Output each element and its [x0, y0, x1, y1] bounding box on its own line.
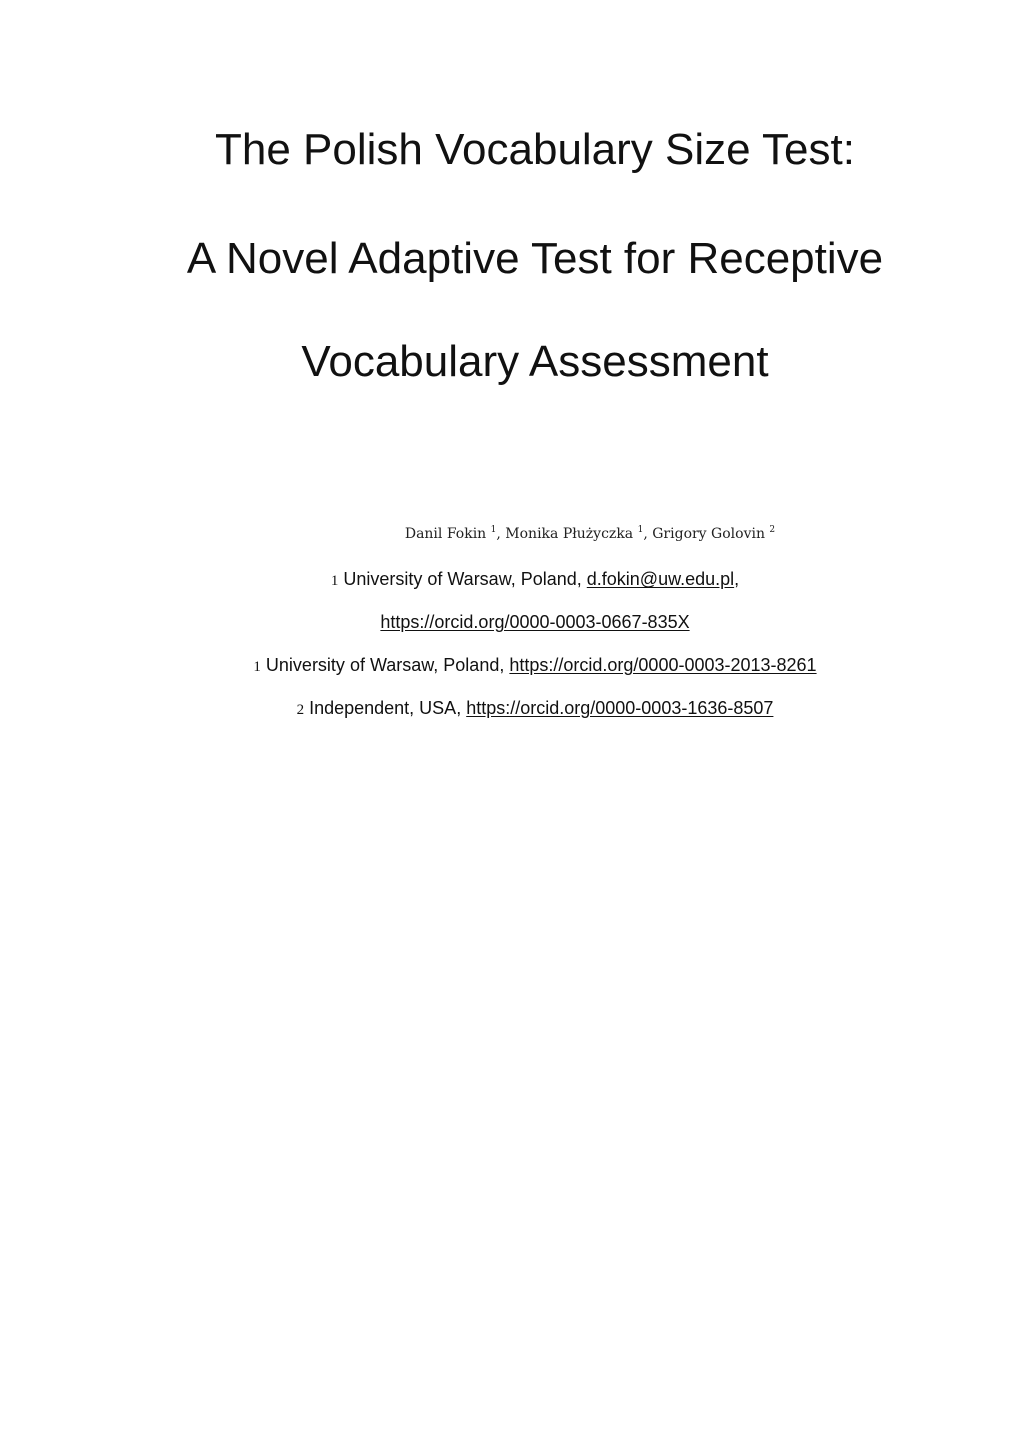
affiliation-number: 1 — [330, 573, 339, 589]
author-separator: , — [643, 526, 653, 542]
affiliation-1 — [0, 567, 1024, 593]
affiliation-text: Independent, USA, — [304, 698, 467, 718]
orcid-link[interactable]: https://orcid.org/0000-0003-1636-8507 — [466, 698, 774, 718]
author-affiliation-marker: 1 — [490, 525, 497, 535]
orcid-link[interactable]: https://orcid.org/0000-0003-2013-8261 — [509, 655, 817, 675]
affiliation-2 — [0, 653, 1024, 679]
affiliation-1-orcid — [0, 610, 1024, 634]
author-name: Grigory Golovin — [652, 526, 765, 542]
affiliation-number: 2 — [296, 702, 305, 718]
title-line-1: The Polish Vocabulary Size Test: — [215, 125, 855, 174]
author-list — [0, 523, 1024, 545]
affiliation-text: University of Warsaw, Poland, — [260, 655, 510, 675]
affiliation-trailing-comma: , — [734, 569, 740, 589]
author-affiliation-marker: 2 — [769, 525, 776, 535]
author-separator: , — [496, 526, 506, 542]
affiliation-3 — [0, 696, 1024, 722]
title-line-2: A Novel Adaptive Test for Receptive — [186, 234, 884, 283]
title-line-3: Vocabulary Assessment — [301, 337, 769, 386]
affiliation-text: University of Warsaw, Poland, — [338, 569, 587, 589]
author-affiliation-marker: 1 — [637, 525, 644, 535]
author-name: Monika Płużyczka — [505, 526, 634, 542]
author-name: Danil Fokin — [404, 526, 487, 542]
email-link[interactable]: d.fokin@uw.edu.pl — [586, 569, 735, 589]
affiliation-number: 1 — [253, 659, 261, 675]
orcid-link[interactable]: https://orcid.org/0000-0003-0667-835X — [380, 612, 690, 632]
